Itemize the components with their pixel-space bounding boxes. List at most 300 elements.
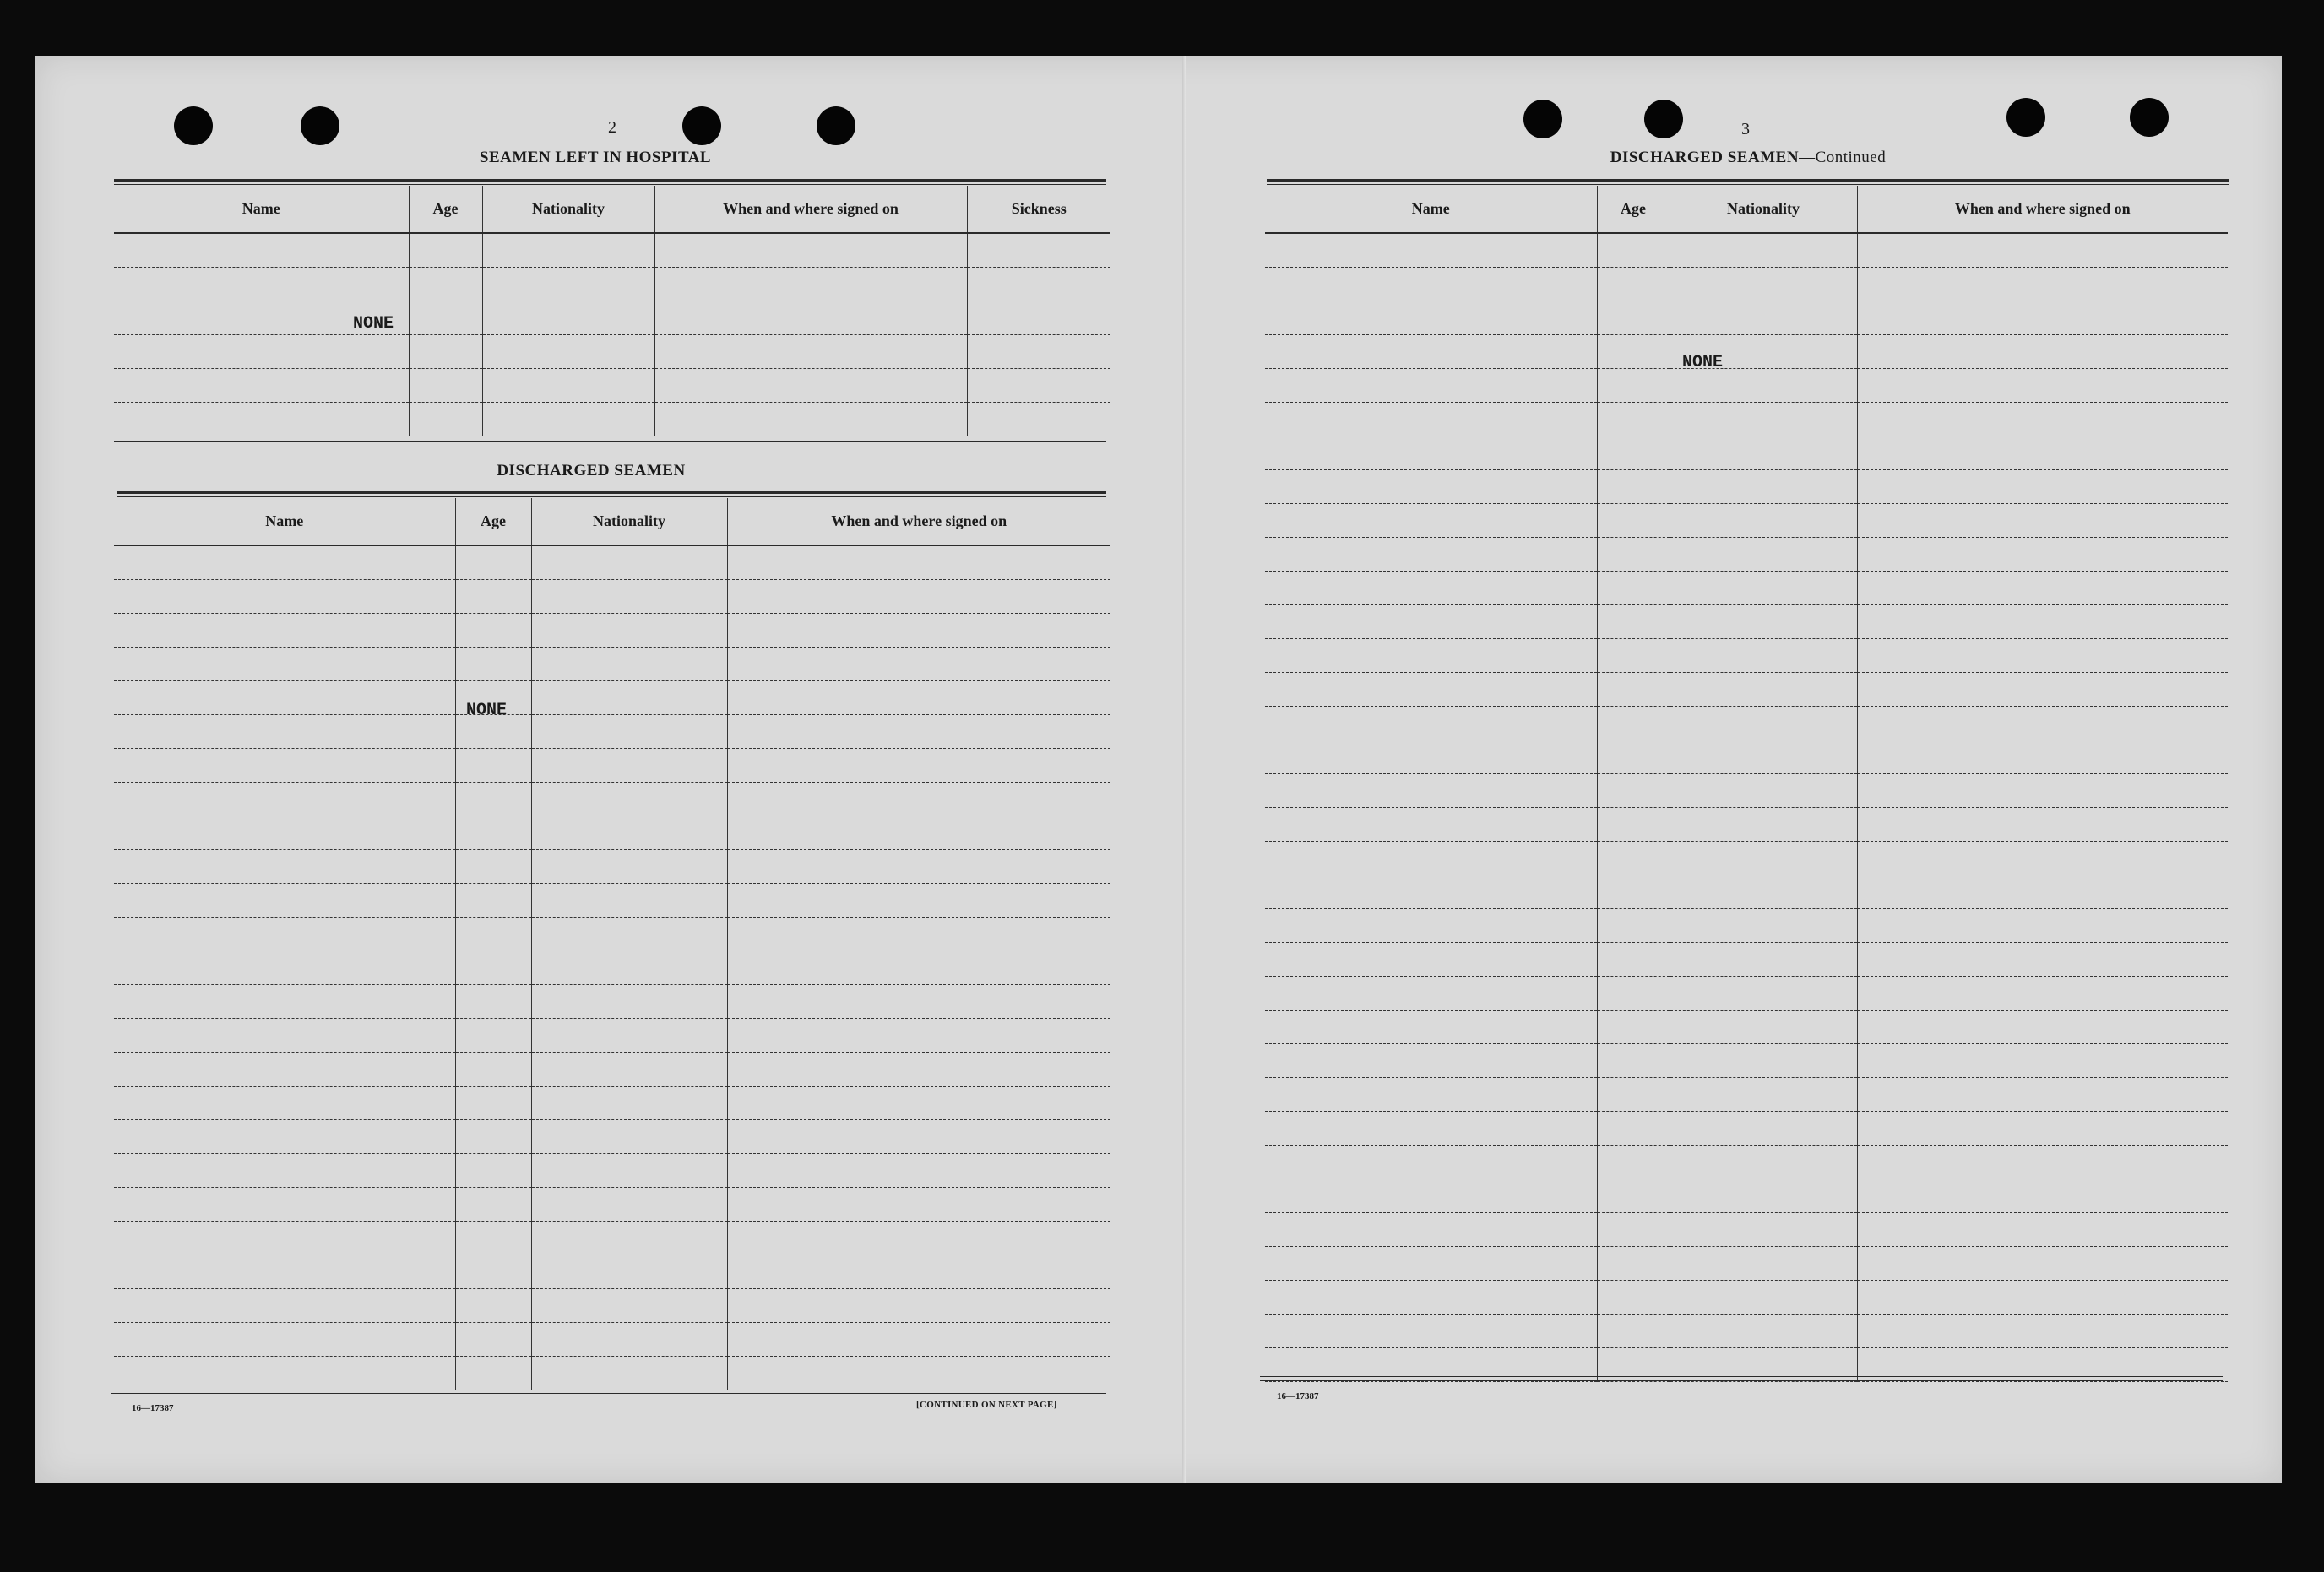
table-cell: [1265, 301, 1597, 334]
table-cell: [531, 545, 727, 579]
table-cell: [1265, 402, 1597, 436]
table-cell: [1670, 368, 1857, 402]
table-cell: [1597, 537, 1670, 571]
table-cell: [114, 1018, 455, 1052]
form-code: 16—17387: [132, 1403, 174, 1413]
table-cell: [1265, 604, 1597, 638]
table-cell: [1670, 267, 1857, 301]
page-number: 3: [1741, 120, 1750, 138]
table-cell: [531, 647, 727, 680]
table-cell: [531, 1086, 727, 1119]
table-cell: [727, 680, 1110, 714]
center-fold: [1182, 56, 1186, 1483]
table-row: [1265, 908, 2228, 942]
table-cell: [1857, 1280, 2228, 1314]
table-cell: [727, 1255, 1110, 1288]
table-cell: [531, 1052, 727, 1086]
table-cell: [455, 1187, 531, 1221]
table-cell: [727, 984, 1110, 1018]
table-cell: [455, 883, 531, 917]
table-cell: [727, 1153, 1110, 1187]
table-cell: [1670, 1010, 1857, 1043]
column-header-age: Age: [455, 498, 531, 545]
table-cell: [1265, 976, 1597, 1010]
column-header-nationality: Nationality: [482, 186, 654, 233]
table-cell: [1670, 672, 1857, 706]
table-cell: [1597, 908, 1670, 942]
table-row: [1265, 1246, 2228, 1280]
table-cell: [114, 402, 409, 436]
table-row: [1265, 638, 2228, 672]
right-page: [1258, 110, 2229, 1427]
table-cell: [114, 1255, 455, 1288]
table-cell: [1857, 436, 2228, 469]
table-cell: [455, 951, 531, 984]
table-cell: [531, 1356, 727, 1390]
hospital-section-title: SEAMEN LEFT IN HOSPITAL: [479, 149, 712, 166]
table-cell: [114, 1322, 455, 1356]
table-cell: [1265, 1145, 1597, 1179]
table-cell: [1670, 301, 1857, 334]
table-cell: [455, 1255, 531, 1288]
table-row: [1265, 1314, 2228, 1347]
table-cell: [409, 233, 482, 267]
table-cell: [1670, 1145, 1857, 1179]
table-cell: [455, 1221, 531, 1255]
none-entry: NONE: [353, 314, 394, 333]
table-cell: [1670, 942, 1857, 976]
table-cell: [455, 917, 531, 951]
table-row: [114, 1153, 1110, 1187]
table-cell: [1597, 436, 1670, 469]
table-cell: [1597, 469, 1670, 503]
form-code: 16—17387: [1277, 1391, 1319, 1401]
table-cell: [1597, 233, 1670, 267]
table-cell: [1265, 1314, 1597, 1347]
table-cell: [531, 883, 727, 917]
table-cell: [1597, 942, 1670, 976]
table-cell: [114, 545, 455, 579]
table-cell: [114, 267, 409, 301]
table-cell: [1597, 1246, 1670, 1280]
table-cell: [531, 917, 727, 951]
hospital-table: [114, 186, 1110, 436]
table-cell: [1857, 706, 2228, 740]
table-cell: [531, 1322, 727, 1356]
table-cell: [531, 1187, 727, 1221]
table-cell: [1265, 773, 1597, 807]
table-cell: [727, 1322, 1110, 1356]
table-row: [114, 233, 1110, 267]
table-cell: [114, 816, 455, 849]
table-cell: [1857, 571, 2228, 604]
table-cell: [455, 1086, 531, 1119]
table-cell: [1670, 638, 1857, 672]
table-cell: [114, 680, 455, 714]
table-cell: [114, 951, 455, 984]
table-row: [1265, 301, 2228, 334]
table-row: [1265, 469, 2228, 503]
table-cell: [1670, 1077, 1857, 1111]
table-row: [114, 1018, 1110, 1052]
table-cell: [1857, 469, 2228, 503]
table-cell: [114, 579, 455, 613]
table-cell: [654, 301, 967, 334]
table-row: [114, 883, 1110, 917]
table-cell: [654, 368, 967, 402]
table-cell: [1265, 1077, 1597, 1111]
table-cell: [1265, 469, 1597, 503]
table-cell: [531, 849, 727, 883]
table-cell: [1670, 402, 1857, 436]
table-cell: [654, 267, 967, 301]
table-row: [114, 647, 1110, 680]
table-cell: [1857, 1246, 2228, 1280]
table-cell: [114, 613, 455, 647]
table-cell: [1597, 1077, 1670, 1111]
table-cell: [727, 714, 1110, 748]
table-cell: [1265, 638, 1597, 672]
table-cell: [531, 984, 727, 1018]
table-cell: [114, 1086, 455, 1119]
column-header-age: Age: [409, 186, 482, 233]
table-cell: [1670, 1179, 1857, 1212]
table-row: [1265, 1280, 2228, 1314]
table-cell: [114, 917, 455, 951]
table-cell: [1265, 267, 1597, 301]
table-row: [114, 402, 1110, 436]
table-cell: [531, 1221, 727, 1255]
table-cell: [1597, 604, 1670, 638]
table-row: [1265, 267, 2228, 301]
table-cell: [727, 1221, 1110, 1255]
table-cell: [1857, 233, 2228, 267]
table-cell: [1265, 537, 1597, 571]
table-cell: [1857, 942, 2228, 976]
left-page: [110, 110, 1115, 1427]
footer-rule: [1260, 1376, 2223, 1377]
table-cell: [455, 545, 531, 579]
table-cell: [1670, 807, 1857, 841]
table-row: [114, 714, 1110, 748]
table-row: [114, 579, 1110, 613]
table-cell: [1265, 1246, 1597, 1280]
table-cell: [1597, 740, 1670, 773]
table-row: [114, 1356, 1110, 1390]
table-cell: [531, 579, 727, 613]
discharged-continued-table: [1265, 186, 2228, 1382]
table-row: [1265, 1212, 2228, 1246]
table-cell: [727, 613, 1110, 647]
table-cell: [1265, 503, 1597, 537]
table-cell: [1597, 976, 1670, 1010]
table-cell: [114, 1187, 455, 1221]
title-rule: [114, 184, 1106, 185]
table-cell: [1597, 1314, 1670, 1347]
table-row: [114, 1221, 1110, 1255]
table-cell: [727, 1288, 1110, 1322]
column-header-name: Name: [114, 186, 409, 233]
table-cell: [1857, 1010, 2228, 1043]
table-cell: [1670, 740, 1857, 773]
table-cell: [1670, 1111, 1857, 1145]
table-row: [114, 267, 1110, 301]
none-entry: NONE: [1682, 353, 1724, 372]
table-row: [114, 951, 1110, 984]
table-cell: [409, 368, 482, 402]
table-cell: [531, 951, 727, 984]
table-cell: [1670, 233, 1857, 267]
table-cell: [531, 613, 727, 647]
table-cell: [455, 816, 531, 849]
table-cell: [1857, 672, 2228, 706]
table-cell: [114, 368, 409, 402]
table-row: [1265, 740, 2228, 773]
table-row: [114, 1086, 1110, 1119]
table-cell: [1265, 1043, 1597, 1077]
table-cell: [114, 1052, 455, 1086]
table-cell: [967, 368, 1110, 402]
column-header-name: Name: [1265, 186, 1597, 233]
table-cell: [1597, 301, 1670, 334]
table-row: [1265, 334, 2228, 368]
table-cell: [727, 1356, 1110, 1390]
table-row: [114, 1119, 1110, 1153]
table-cell: [1670, 537, 1857, 571]
table-cell: [114, 647, 455, 680]
table-cell: [1265, 1212, 1597, 1246]
table-cell: [1670, 908, 1857, 942]
table-cell: [727, 883, 1110, 917]
table-cell: [531, 1018, 727, 1052]
discharged-continued-title: [1545, 149, 1951, 167]
table-cell: [1597, 1043, 1670, 1077]
column-header-signed-on: When and where signed on: [727, 498, 1110, 545]
table-cell: [1265, 334, 1597, 368]
table-cell: [967, 334, 1110, 368]
table-cell: [1265, 672, 1597, 706]
table-cell: [114, 233, 409, 267]
table-cell: [455, 613, 531, 647]
table-cell: [1857, 1145, 2228, 1179]
table-cell: [1857, 1314, 2228, 1347]
table-cell: [1265, 740, 1597, 773]
table-cell: [1857, 807, 2228, 841]
title-suffix: —Continued: [1799, 149, 1887, 166]
table-cell: [455, 579, 531, 613]
table-cell: [1265, 942, 1597, 976]
table-cell: [1670, 604, 1857, 638]
discharged-section-title: DISCHARGED SEAMEN: [497, 462, 686, 480]
table-cell: [1597, 368, 1670, 402]
table-cell: [1265, 1010, 1597, 1043]
column-header-signed-on: When and where signed on: [654, 186, 967, 233]
table-cell: [1597, 638, 1670, 672]
table-row: [1265, 233, 2228, 267]
table-cell: [1597, 875, 1670, 908]
table-cell: [1670, 1212, 1857, 1246]
column-header-nationality: Nationality: [1670, 186, 1857, 233]
table-cell: [1597, 571, 1670, 604]
table-cell: [967, 301, 1110, 334]
table-cell: [1857, 1077, 2228, 1111]
table-cell: [1265, 875, 1597, 908]
table-cell: [1857, 740, 2228, 773]
table-cell: [1857, 537, 2228, 571]
table-cell: [1670, 706, 1857, 740]
table-cell: [531, 714, 727, 748]
table-cell: [727, 647, 1110, 680]
table-row: [1265, 571, 2228, 604]
table-row: [114, 849, 1110, 883]
table-cell: [727, 951, 1110, 984]
title-rule: [1267, 184, 2229, 185]
table-row: [1265, 368, 2228, 402]
table-cell: [1857, 875, 2228, 908]
table-row: [114, 1288, 1110, 1322]
table-cell: [531, 748, 727, 782]
table-cell: [1670, 469, 1857, 503]
table-cell: [1265, 908, 1597, 942]
table-row: [1265, 537, 2228, 571]
table-cell: [114, 984, 455, 1018]
column-header-sickness: Sickness: [967, 186, 1110, 233]
table-cell: [114, 883, 455, 917]
table-cell: [1670, 1043, 1857, 1077]
table-cell: [1265, 841, 1597, 875]
table-cell: [1597, 841, 1670, 875]
table-row: [1265, 436, 2228, 469]
footer-rule: [1260, 1380, 2223, 1381]
table-cell: [727, 1052, 1110, 1086]
table-cell: [1670, 875, 1857, 908]
table-cell: [1265, 571, 1597, 604]
table-cell: [531, 1255, 727, 1288]
table-row: [114, 334, 1110, 368]
table-row: [1265, 503, 2228, 537]
table-cell: [455, 1322, 531, 1356]
table-cell: [409, 402, 482, 436]
table-cell: [727, 1119, 1110, 1153]
table-cell: [455, 782, 531, 816]
table-cell: [531, 680, 727, 714]
table-cell: [531, 1288, 727, 1322]
table-cell: [1670, 773, 1857, 807]
table-cell: [1597, 807, 1670, 841]
table-cell: [455, 1052, 531, 1086]
table-row: [114, 1322, 1110, 1356]
table-row: [1265, 604, 2228, 638]
table-cell: [455, 1288, 531, 1322]
table-cell: [114, 1221, 455, 1255]
table-cell: [409, 267, 482, 301]
table-cell: [967, 233, 1110, 267]
table-cell: [1597, 267, 1670, 301]
table-cell: [1857, 1043, 2228, 1077]
table-row: [114, 748, 1110, 782]
table-cell: [455, 748, 531, 782]
table-row: [1265, 672, 2228, 706]
table-row: [114, 368, 1110, 402]
table-cell: [1670, 571, 1857, 604]
table-cell: [1597, 1111, 1670, 1145]
continued-note: [CONTINUED ON NEXT PAGE]: [916, 1400, 1057, 1410]
table-cell: [1265, 368, 1597, 402]
footer-rule: [111, 1393, 1106, 1394]
table-cell: [1265, 1179, 1597, 1212]
table-cell: [1857, 301, 2228, 334]
table-cell: [654, 402, 967, 436]
table-cell: [455, 1018, 531, 1052]
table-row: [114, 816, 1110, 849]
table-cell: [1670, 1246, 1857, 1280]
table-cell: [1670, 436, 1857, 469]
table-cell: [1670, 503, 1857, 537]
table-row: [1265, 807, 2228, 841]
column-header-name: Name: [114, 498, 455, 545]
table-cell: [482, 301, 654, 334]
table-cell: [114, 1356, 455, 1390]
table-end-rule: [114, 441, 1106, 442]
title-rule: [117, 491, 1106, 494]
table-cell: [114, 849, 455, 883]
table-cell: [727, 1086, 1110, 1119]
table-row: [1265, 976, 2228, 1010]
table-row: [1265, 1043, 2228, 1077]
table-cell: [1857, 402, 2228, 436]
table-cell: [1265, 436, 1597, 469]
table-cell: [114, 334, 409, 368]
table-cell: [409, 334, 482, 368]
table-cell: [455, 1119, 531, 1153]
table-cell: [727, 748, 1110, 782]
table-cell: [1597, 1280, 1670, 1314]
table-cell: [1597, 706, 1670, 740]
table-cell: [1857, 908, 2228, 942]
table-cell: [1670, 1280, 1857, 1314]
table-cell: [482, 402, 654, 436]
table-cell: [409, 301, 482, 334]
table-cell: [1857, 841, 2228, 875]
table-cell: [967, 267, 1110, 301]
table-row: [114, 545, 1110, 579]
table-cell: [1597, 773, 1670, 807]
table-cell: [1857, 334, 2228, 368]
table-cell: [1857, 368, 2228, 402]
table-cell: [1597, 1145, 1670, 1179]
table-cell: [1670, 841, 1857, 875]
title-main: DISCHARGED SEAMEN: [1610, 149, 1800, 166]
table-row: [114, 1187, 1110, 1221]
table-cell: [1265, 1280, 1597, 1314]
table-cell: [967, 402, 1110, 436]
table-cell: [1857, 976, 2228, 1010]
table-cell: [1597, 1010, 1670, 1043]
table-cell: [1857, 638, 2228, 672]
table-cell: [1597, 503, 1670, 537]
title-rule: [1267, 179, 2229, 182]
table-cell: [1670, 1314, 1857, 1347]
table-row: [1265, 875, 2228, 908]
table-cell: [455, 647, 531, 680]
table-row: [1265, 1077, 2228, 1111]
table-row: [114, 1052, 1110, 1086]
table-cell: [482, 233, 654, 267]
table-row: [1265, 1010, 2228, 1043]
table-cell: [727, 849, 1110, 883]
table-cell: [1597, 1179, 1670, 1212]
table-cell: [727, 579, 1110, 613]
